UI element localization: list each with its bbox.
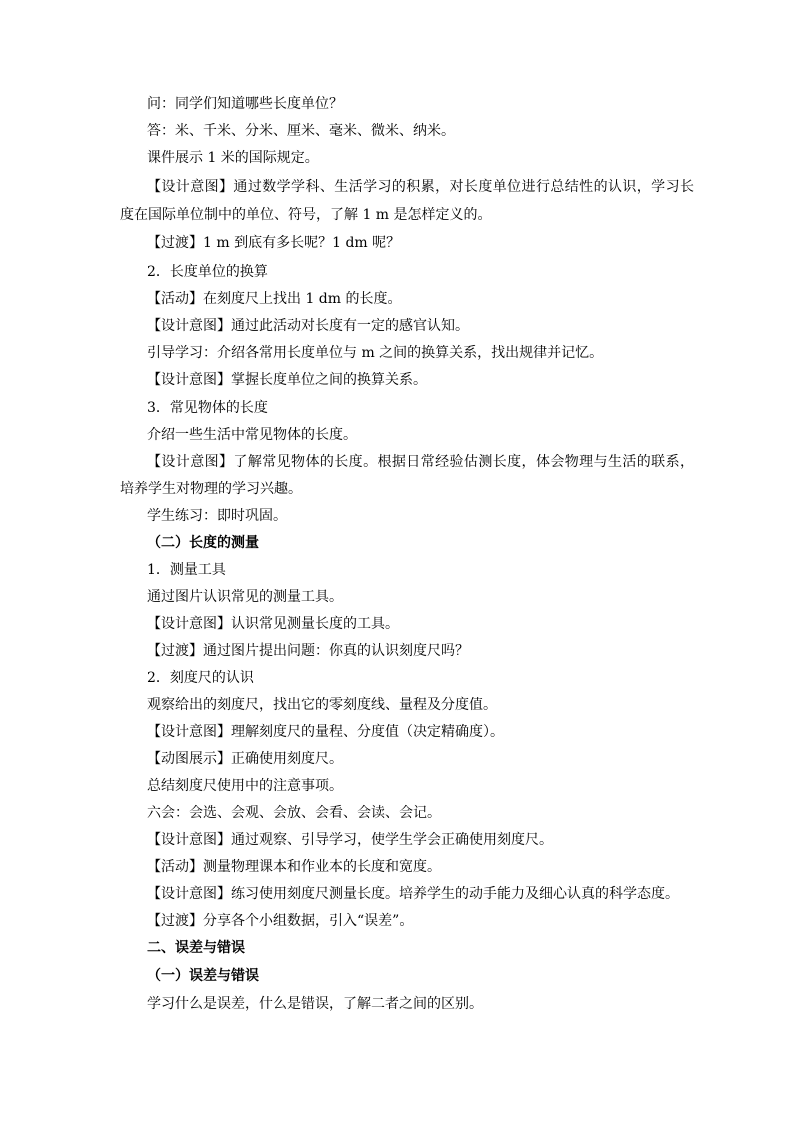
heading-common-lengths: 3．常见物体的长度 bbox=[147, 400, 268, 416]
paragraph-animation-demo: 【动图展示】正确使用刻度尺。 bbox=[147, 751, 343, 767]
paragraph-transition-2: 【过渡】通过图片提出问题：你真的认识刻度尺吗？ bbox=[147, 643, 469, 659]
paragraph-design-intent-2: 【设计意图】通过此活动对长度有一定的感官认知。 bbox=[147, 318, 469, 334]
paragraph-design-intent-4-line2: 培养学生对物理的学习兴趣。 bbox=[120, 481, 302, 497]
paragraph-introduce-lengths: 介绍一些生活中常见物体的长度。 bbox=[147, 427, 357, 443]
paragraph-six-skills: 六会：会选、会观、会放、会看、会读、会记。 bbox=[147, 805, 441, 821]
heading-measuring-tools: 1．测量工具 bbox=[147, 562, 226, 578]
heading-length-measurement: （二）长度的测量 bbox=[147, 535, 259, 551]
paragraph-courseware: 课件展示 1 米的国际规定。 bbox=[147, 150, 319, 166]
heading-error-and-mistake-sub: （一）误差与错误 bbox=[147, 968, 259, 984]
paragraph-guided-learning: 引导学习：介绍各常用长度单位与 m 之间的换算关系，找出规律并记忆。 bbox=[147, 345, 604, 361]
paragraph-question: 问：同学们知道哪些长度单位？ bbox=[147, 96, 343, 112]
heading-unit-conversion: 2．长度单位的换算 bbox=[147, 264, 268, 280]
heading-ruler-recognition: 2．刻度尺的认识 bbox=[147, 670, 254, 686]
paragraph-design-intent-8: 【设计意图】练习使用刻度尺测量长度。培养学生的动手能力及细心认真的科学态度。 bbox=[147, 886, 679, 902]
paragraph-summary-notes: 总结刻度尺使用中的注意事项。 bbox=[147, 778, 343, 794]
paragraph-design-intent-7: 【设计意图】通过观察、引导学习，使学生学会正确使用刻度尺。 bbox=[147, 832, 553, 848]
paragraph-observe-ruler: 观察给出的刻度尺，找出它的零刻度线、量程及分度值。 bbox=[147, 697, 497, 713]
paragraph-transition-1: 【过渡】1 m 到底有多长呢？1 dm 呢？ bbox=[147, 235, 401, 251]
paragraph-activity-1: 【活动】在刻度尺上找出 1 dm 的长度。 bbox=[147, 291, 402, 307]
paragraph-design-intent-4-line1: 【设计意图】了解常见物体的长度。根据日常经验估测长度，体会物理与生活的联系， bbox=[147, 454, 694, 470]
paragraph-activity-2: 【活动】测量物理课本和作业本的长度和宽度。 bbox=[147, 859, 441, 875]
paragraph-design-intent-1-line2: 度在国际单位制中的单位、符号，了解 1 m 是怎样定义的。 bbox=[120, 207, 492, 223]
paragraph-picture-tools: 通过图片认识常见的测量工具。 bbox=[147, 589, 343, 605]
paragraph-answer: 答：米、千米、分米、厘米、毫米、微米、纳米。 bbox=[147, 123, 455, 139]
paragraph-design-intent-5: 【设计意图】认识常见测量长度的工具。 bbox=[147, 616, 399, 632]
heading-error-and-mistake: 二、误差与错误 bbox=[147, 940, 245, 956]
paragraph-design-intent-6: 【设计意图】理解刻度尺的量程、分度值（决定精确度）。 bbox=[147, 724, 504, 740]
paragraph-learn-difference: 学习什么是误差，什么是错误，了解二者之间的区别。 bbox=[147, 996, 483, 1012]
paragraph-design-intent-1-line1: 【设计意图】通过数学学科、生活学习的积累，对长度单位进行总结性的认识，学习长 bbox=[147, 179, 694, 195]
paragraph-student-practice: 学生练习：即时巩固。 bbox=[147, 508, 287, 524]
paragraph-transition-3: 【过渡】分享各个小组数据，引入“误差”。 bbox=[147, 913, 414, 929]
paragraph-design-intent-3: 【设计意图】掌握长度单位之间的换算关系。 bbox=[147, 372, 427, 388]
